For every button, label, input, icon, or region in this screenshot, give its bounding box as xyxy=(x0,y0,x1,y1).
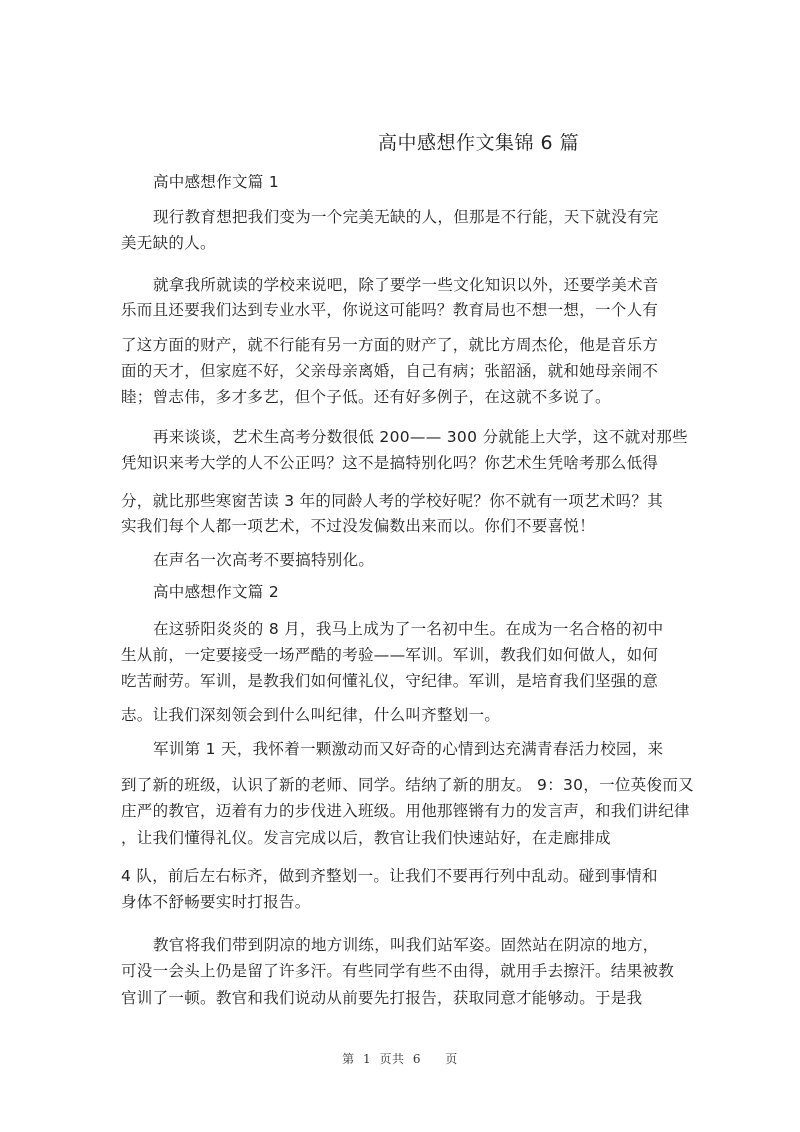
paragraph-line: 再来谈谈，艺术生高考分数很低 200—— 300 分就能上大学，这不就对那些 xyxy=(153,428,688,446)
footer-total-pages: 6 xyxy=(412,1052,421,1066)
paragraph-line: 乐而且还要我们达到专业水平，你说这可能吗？教育局也不想一想，一个人有 xyxy=(121,301,659,319)
footer-page-number: 1 xyxy=(363,1052,372,1066)
paragraph-line: 在这骄阳炎炎的 8 月，我马上成为了一名初中生。在成为一名合格的初中 xyxy=(153,620,664,638)
paragraph-line: 4 队，前后左右标齐，做到齐整划一。让我们不要再行列中乱动。碰到事情和 xyxy=(121,867,658,885)
paragraph-line: 睦；曾志伟，多才多艺，但个子低。还有好多例子，在这就不多说了。 xyxy=(121,388,611,406)
paragraph-line: 现行教育想把我们变为一个完美无缺的人，但那是不行能，天下就没有完 xyxy=(153,208,659,226)
paragraph-line: 身体不舒畅要实时打报告。 xyxy=(121,893,311,911)
paragraph-line: 面的天才，但家庭不好，父亲母亲离婚，自己有病；张韶涵，就和她母亲闹不 xyxy=(121,362,659,380)
paragraph-line: ，让我们懂得礼仪。发言完成以后，教官让我们快速站好，在走廊排成 xyxy=(121,829,611,847)
paragraph-line: 军训第 1 天，我怀着一颗激动而又好奇的心情到达充满青春活力校园，来 xyxy=(153,740,664,758)
paragraph-line: 分，就比那些寒窗苦读 3 年的同龄人考的学校好呢？你不就有一项艺术吗？其 xyxy=(121,492,664,510)
footer-suffix: 页 xyxy=(445,1052,458,1066)
section-heading-2: 高中感想作文篇 2 xyxy=(153,583,279,601)
paragraph-line: 美无缺的人。 xyxy=(121,234,216,252)
paragraph-line: 凭知识来考大学的人不公正吗？这不是搞特别化吗？你艺术生凭啥考那么低得 xyxy=(121,454,659,472)
section-heading-1: 高中感想作文篇 1 xyxy=(153,173,279,191)
paragraph-line: 教官将我们带到阴凉的地方训练，叫我们站军姿。固然站在阴凉的地方， xyxy=(153,936,659,954)
paragraph-line: 实我们每个人都一项艺术，不过没发偏数出来而以。你们不要喜悦！ xyxy=(121,517,596,535)
paragraph-line: 生从前，一定要接受一场严酷的考验——军训。军训，教我们如何做人，如何 xyxy=(121,646,659,664)
footer-prefix: 第 xyxy=(342,1052,355,1066)
paragraph-line: 在声名一次高考不要搞特别化。 xyxy=(153,551,375,569)
paragraph-line: 可没一会头上仍是留了许多汗。有些同学有些不由得，就用手去擦汗。结果被教 xyxy=(121,962,675,980)
paragraph-line: 了这方面的财产，就不行能有另一方面的财产了，就比方周杰伦，他是音乐方 xyxy=(121,336,659,354)
paragraph-line: 庄严的教官，迈着有力的步伐进入班级。用他那铿锵有力的发言声，和我们讲纪律 xyxy=(121,802,690,820)
document-title: 高中感想作文集锦 6 篇 xyxy=(378,132,580,154)
paragraph-line: 官训了一顿。教官和我们说动从前要先打报告，获取同意才能够动。于是我 xyxy=(121,989,643,1007)
page-footer xyxy=(0,1050,800,1067)
paragraph-line: 志。让我们深刻领会到什么叫纪律，什么叫齐整划一。 xyxy=(121,706,501,724)
paragraph-line: 就拿我所就读的学校来说吧，除了要学一些文化知识以外，还要学美术音 xyxy=(153,276,659,294)
footer-middle: 页共 xyxy=(379,1052,405,1066)
paragraph-line: 吃苦耐劳。军训，是教我们如何懂礼仪，守纪律。军训，是培育我们坚强的意 xyxy=(121,672,659,690)
paragraph-line: 到了新的班级，认识了新的老师、同学。结纳了新的朋友。 9：30，一位英俊而又 xyxy=(121,776,694,794)
